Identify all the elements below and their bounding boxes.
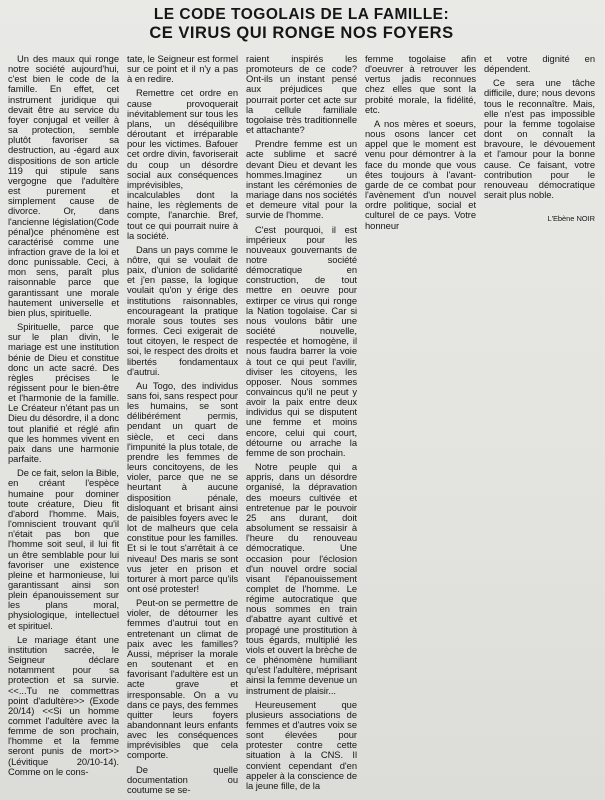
article-columns	[8, 54, 595, 796]
paragraph: Ce sera une tâche difficile, dure; nous devons tous le reconnaître. Mais, elle n'est pas impossible pour la femme togolaise dont on connaît la bravoure, le dévouement et l'amour pour la bonne cause. Ce faisant, votre contribution pour le renouveau démocratique serait plus noble.	[484, 77, 595, 201]
paragraph: Le mariage étant une institution sacrée, le Seigneur déclare notamment pour sa protection et sa survie. <<...Tu ne commettras point d'adultère>> (Exode 20/14) <<Si un homme commet l'adultère avec la femme de son prochain, l'homme et la femme seront punis de mort>> (Lévitique 20/10-14). Comme on le cons-	[8, 633, 119, 777]
column-4	[365, 54, 476, 796]
paragraph: Dans un pays comme le nôtre, qui se voulait de paix, d'union de solidarité et j'en passe, la logique voulait qu'on y érige des institutions raisonnables, encourageant la pratique morale sous toutes ses formes. Ceci exigerait de tout citoyen, le respect de soi, le respect des droits et libertés fondamentaux d'autrui.	[127, 243, 238, 377]
paragraph: femme togolaise afin d'oeuvrer à retrouver les vertus jadis reconnues chez elles que sont la probité morale, la fidélité, etc.	[365, 54, 476, 115]
paragraph: Au Togo, des individus sans foi, sans respect pour les humains, se sont délibérément permis, pendant un quart de siècle, et ceci dans l'impunité la plus totale, de prendre les femmes de leurs concitoyens, de les violer, parce que ne se heurtant à aucune disposition pénale, disloquant et brisant ainsi de paisibles foyers avec le lot de malheurs que cela constitue pour les familles. Et si le tout s'arrêtait à ce niveau! Des maris se sont vus jeter en prison et torturer à mort parce qu'ils ont osé protester!	[127, 379, 238, 594]
column-2	[127, 54, 238, 796]
paragraph: A nos mères et soeurs, nous osons lancer cet appel que le moment est venu pour démontrer à la face du monde que vous êtes toujours à l'avant-garde de ce combat pour l'avènement d'un nouvel ordre politique, social et culturel de ce pays. Votre honneur	[365, 117, 476, 231]
paragraph: tate, le Seigneur est formel sur ce point et il n'y a pas à en redire.	[127, 54, 238, 85]
paragraph: Un des maux qui ronge notre société aujourd'hui, c'est bien le code de la famille. En effet, cet instrument juridique qui devait être au service du foyer conjugal et veiller à sa protection, semble plutôt favoriser sa destruction, au -égard aux dispositions de son article 119 qui stipule sans vergogne que l'adultère est purement et simplement cause de divorce. Or, dans l'ancienne législation(Code pénal)ce phénomène est caractérisé comme une infraction grave de la loi et donc punissable. Ceci, à mon sens, paraît plus raisonnable parce que garantissant une morale hautement universelle et bien plus, spirituelle.	[8, 54, 119, 318]
paragraph: Remettre cet ordre en cause provoquerait inévitablement sur tous les plans, un déséquilibre déroutant et irréparable pour les victimes. Bafouer cet ordre divin, favoriserait du coup un désordre social aux conséquences imprévisibles, incalculables dont la haine, les règlements de compte, l'anarchie. Bref, tout ce qui pourrait nuire à la société.	[127, 87, 238, 241]
headline-line-2: CE VIRUS QUI RONGE NOS FOYERS	[149, 24, 454, 42]
paragraph: De ce fait, selon la Bible, en créant l'espèce humaine pour dominer toute créature, Dieu fit d'abord l'homme. Mais, l'omniscient trouvant qu'il n'était pas bon que l'homme soit seul, il lui fit un être semblable pour lui favoriser une existence pleine et harmonieuse, lui garantissant ainsi son plein épanouissement sur les plans moral, physiologique, intellectuel et spirituel.	[8, 467, 119, 631]
column-1	[8, 54, 119, 796]
paragraph: Spirituelle, parce que sur le plan divin, le mariage est une institution bénie de Dieu et constitue donc un acte sacré. Des règles précises le régissent pour le bien-être et l'harmonie de la famille. Le Créateur n'étant pas un Dieu du désordre, il a donc tout planifié et réglé afin que les hommes vivent en paix dans une harmonie parfaite.	[8, 321, 119, 465]
paragraph: De quelle documentation ou coutume se se-	[127, 763, 238, 795]
headline-line-1: LE CODE TOGOLAIS DE LA FAMILLE:	[153, 6, 450, 23]
article-headline	[8, 6, 595, 42]
paragraph: C'est pourquoi, il est impérieux pour les nouveaux gouvernants de notre société démocratique en construction, de tout mettre en oeuvre pour extirper ce virus qui ronge la Nation togolaise. Car si nous voulons bâtir une société nouvelle, respectée et homogène, il nous faudra barrer la voie à tout ce qui peut l'avilir, diviser les citoyens, les opposer. Nous sommes convaincus qu'il ne peut y avoir la paix entre deux individus qui se disputent une femme et moins encore, celui qui court, détourne ou arrache la femme de son prochain.	[246, 223, 357, 458]
paragraph: Peut-on se permettre de violer, de détourner les femmes d'autrui tout en entretenant un climat de paix avec les familles? Aussi, mépriser la morale en soutenant et en favorisant l'adultère est un acte grave et irresponsable. On a vu dans ce pays, des femmes quitter leurs foyers abandonnant leurs enfants avec les conséquences imprévisibles que cela comporte.	[127, 597, 238, 761]
paragraph: Prendre femme est un acte sublime et sacré devant Dieu et devant les hommes.Imaginez un instant les cérémonies de mariage dans nos sociétés et demeure vital pour la survie de l'homme.	[246, 138, 357, 221]
paragraph: Notre peuple qui a appris, dans un désordre organisé, la dépravation des moeurs cultivée et entretenue par le pouvoir 25 ans durant, doit absolument se ressaisir à l'heure du renouveau démocratique. Une occasion pour l'éclosion d'un nouvel ordre social visant l'épanouissement complet de l'homme. Le régime autocratique que nous sommes en train d'abattre ayant cultivé et propagé une prostitution à tous égards, multiplié les viols et ouvert la brèche de ce phénomène humiliant qu'est l'adultère, méprisant ainsi la femme devenue un instrument de plaisir...	[246, 461, 357, 696]
paragraph: et votre dignité en dépendent.	[484, 54, 595, 75]
column-3	[246, 54, 357, 796]
paragraph: raient inspirés les promoteurs de ce code? Ont-ils un instant pensé aux préjudices que pourrait porter cet acte sur la cellule familiale togolaise très traditionnelle et attachante?	[246, 54, 357, 136]
column-5	[484, 54, 595, 796]
paragraph: Heureusement que plusieurs associations de femmes et d'autres voix se sont élevées pour protester contre cette situation à la CNS. Il convient cependant d'en appeler à la conscience de la jeune fille, de la	[246, 698, 357, 791]
author-signature: L'Ebène NOIR	[547, 214, 595, 224]
